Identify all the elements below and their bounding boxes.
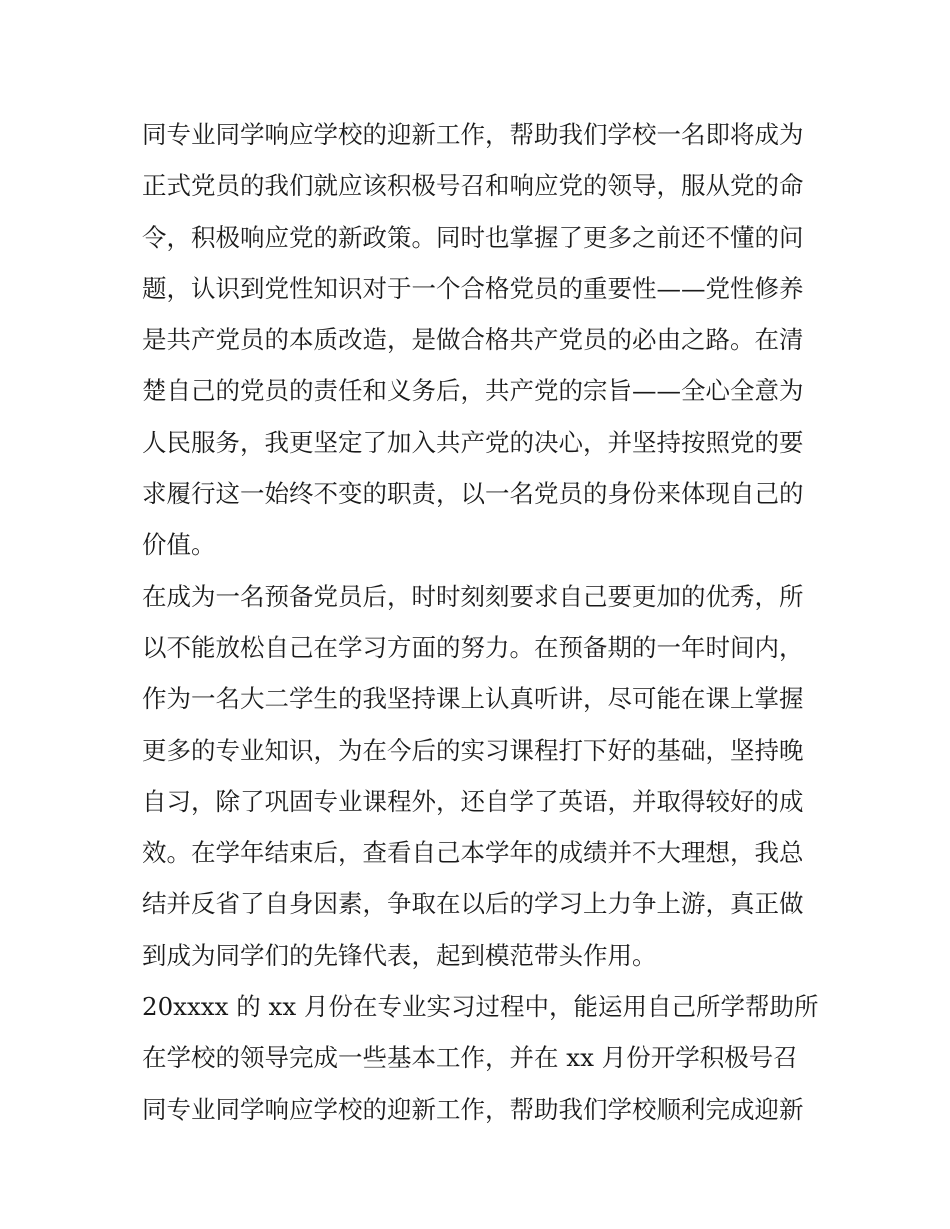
text-line: 同专业同学响应学校的迎新工作，帮助我们学校顺利完成迎新 (142, 1094, 804, 1124)
text-line: 价值。 (142, 530, 216, 560)
text-line: 正式党员的我们就应该积极号召和响应党的领导，服从党的命 (142, 171, 804, 201)
text-line: 效。在学年结束后，查看自己本学年的成绩并不大理想，我总 (142, 838, 804, 868)
text-line: 自习，除了巩固专业课程外，还自学了英语，并取得较好的成 (142, 786, 804, 816)
text-line: 到成为同学们的先锋代表，起到模范带头作用。 (142, 940, 657, 970)
text-line: 求履行这一始终不变的职责，以一名党员的身份来体现自己的 (142, 479, 804, 509)
text-line: 是共产党员的本质改造，是做合格共产党员的必由之路。在清 (142, 325, 804, 355)
text-line: 在学校的领导完成一些基本工作，并在 xx 月份开学积极号召 (142, 1043, 798, 1073)
text-line: 同专业同学响应学校的迎新工作，帮助我们学校一名即将成为 (142, 120, 804, 149)
text-line: 在成为一名预备党员后，时时刻刻要求自己要更加的优秀，所 (142, 581, 804, 611)
text-line: 楚自己的党员的责任和义务后，共产党的宗旨——全心全意为 (142, 376, 804, 406)
text-line: 作为一名大二学生的我坚持课上认真听讲，尽可能在课上掌握 (142, 684, 804, 714)
text-line: 令，积极响应党的新政策。同时也掌握了更多之前还不懂的问 (142, 222, 804, 252)
text-line: 以不能放松自己在学习方面的努力。在预备期的一年时间内， (142, 632, 804, 662)
text-line: 20xxxx 的 xx 月份在专业实习过程中，能运用自己所学帮助所 (142, 992, 819, 1022)
text-line: 人民服务，我更坚定了加入共产党的决心，并坚持按照党的要 (142, 427, 804, 457)
document-body (142, 109, 822, 1135)
text-line: 结并反省了自身因素，争取在以后的学习上力争上游，真正做 (142, 889, 804, 919)
text-line: 题，认识到党性知识对于一个合格党员的重要性——党性修养 (142, 273, 804, 303)
text-line: 更多的专业知识，为在今后的实习课程打下好的基础，坚持晚 (142, 735, 804, 765)
